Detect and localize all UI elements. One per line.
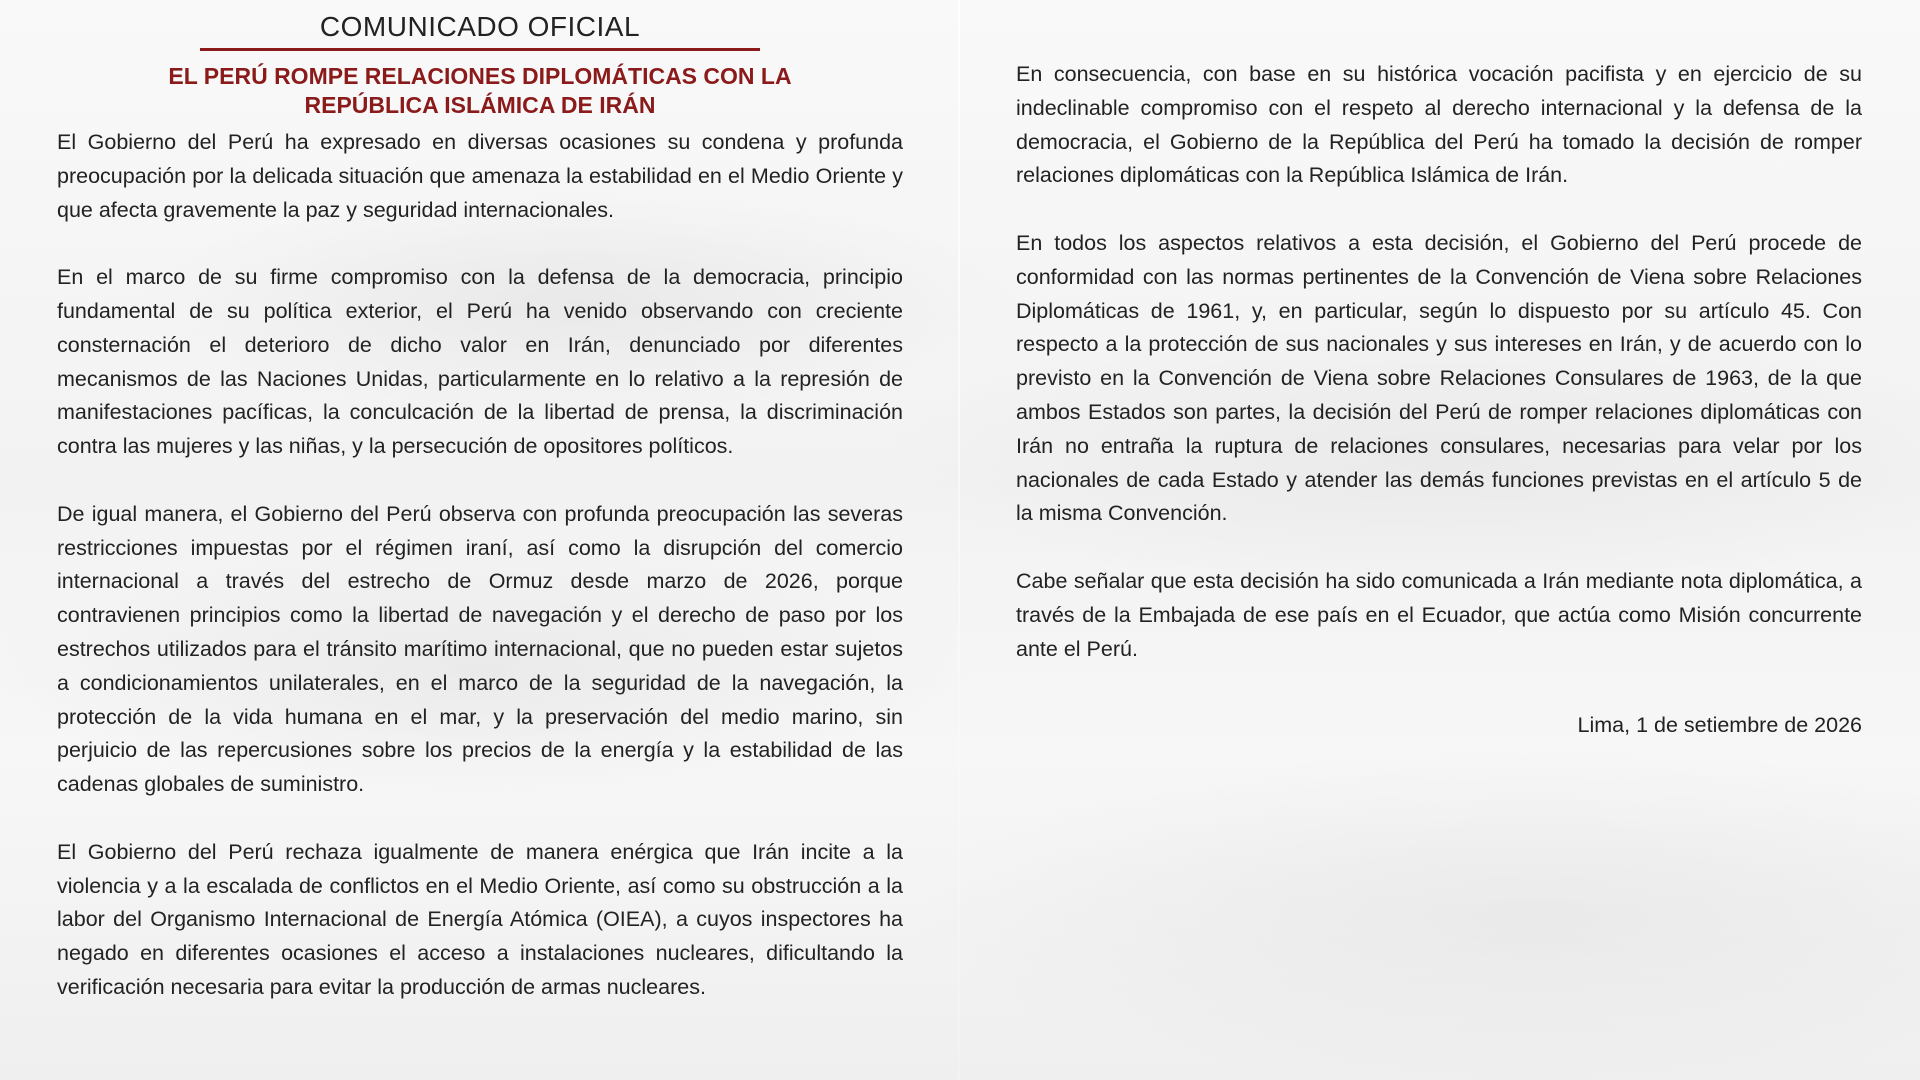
right-paragraph-1: En consecuencia, con base en su histórica vocación pacifista y en ejercicio de su indeclinable compromiso con el respeto al derecho internacional y la defensa de la democracia, el Gobierno de la República del Perú ha tomado la decisión de romper relaciones diplomáticas con la República Islámica de Irán. <box>1016 62 1862 188</box>
page-divider <box>958 0 960 1080</box>
subtitle-line-2: REPÚBLICA ISLÁMICA DE IRÁN <box>304 92 656 118</box>
left-column <box>57 0 903 1005</box>
left-paragraph-3: De igual manera, el Gobierno del Perú observa con profunda preocupación las severas restricciones impuestas por el régimen iraní, así como la disrupción del comercio internacional a través del estrecho de Ormuz desde marzo de 2026, porque contravienen principios como la libertad de navegación y el derecho de paso por los estrechos utilizados para el tránsito marítimo internacional, que no pueden estar sujetos a condicionamientos unilaterales, en el marco de la seguridad de la navegación, la protección de la vida humana en el mar, y la preservación del medio marino, sin perjuicio de las repercusiones sobre los precios de la energía y la estabilidad de las cadenas globales de suministro. <box>57 501 903 797</box>
document-title: COMUNICADO OFICIAL <box>319 11 641 42</box>
right-paragraph-3: Cabe señalar que esta decisión ha sido comunicada a Irán mediante nota diplomática, a través de la Embajada de ese país en el Ecuador, que actúa como Misión concurrente ante el Perú. <box>1016 568 1862 661</box>
left-paragraph-4: El Gobierno del Perú rechaza igualmente de manera enérgica que Irán incite a la violencia y a la escalada de conflictos en el Medio Oriente, así como su obstrucción a la labor del Organismo Internacional de Energía Atómica (OIEA), a cuyos inspectores ha negado en diferentes ocasiones el acceso a instalaciones nucleares, dificultando la verificación necesaria para evitar la producción de armas nucleares. <box>57 839 903 999</box>
subtitle-line-1: EL PERÚ ROMPE RELACIONES DIPLOMÁTICAS CON LA <box>168 63 792 89</box>
left-paragraph-2: En el marco de su firme compromiso con la defensa de la democracia, principio fundamental de su política exterior, el Perú ha venido observando con creciente consternación el deterioro de dicho valor en Irán, denunciado por diferentes mecanismos de las Naciones Unidas, particularmente en lo relativo a la represión de manifestaciones pacíficas, la conculcación de la libertad de prensa, la discriminación contra las mujeres y las niñas, y la persecución de opositores políticos. <box>57 265 903 459</box>
date-line: Lima, 1 de setiembre de 2026 <box>1577 713 1862 738</box>
right-paragraph-2: En todos los aspectos relativos a esta decisión, el Gobierno del Perú procede de conformidad con las normas pertinentes de la Convención de Viena sobre Relaciones Diplomáticas de 1961, y, en particular, según lo dispuesto por su artículo 45. Con respecto a la protección de sus nacionales y sus intereses en Irán, y de acuerdo con lo previsto en la Convención de Viena sobre Relaciones Consulares de 1963, de la que ambos Estados son partes, la decisión del Perú de romper relaciones diplomáticas con Irán no entraña la ruptura de relaciones consulares, necesarias para velar por los nacionales de cada Estado y atender las demás funciones previstas en el artículo 5 de la misma Convención. <box>1016 230 1862 526</box>
title-underline <box>200 48 760 51</box>
left-paragraph-1: El Gobierno del Perú ha expresado en diversas ocasiones su condena y profunda preocupación por la delicada situación que amenaza la estabilidad en el Medio Oriente y que afecta gravemente la paz y seguridad internacionales. <box>57 130 903 222</box>
right-column <box>1016 0 1862 743</box>
document-subtitle <box>57 62 903 120</box>
